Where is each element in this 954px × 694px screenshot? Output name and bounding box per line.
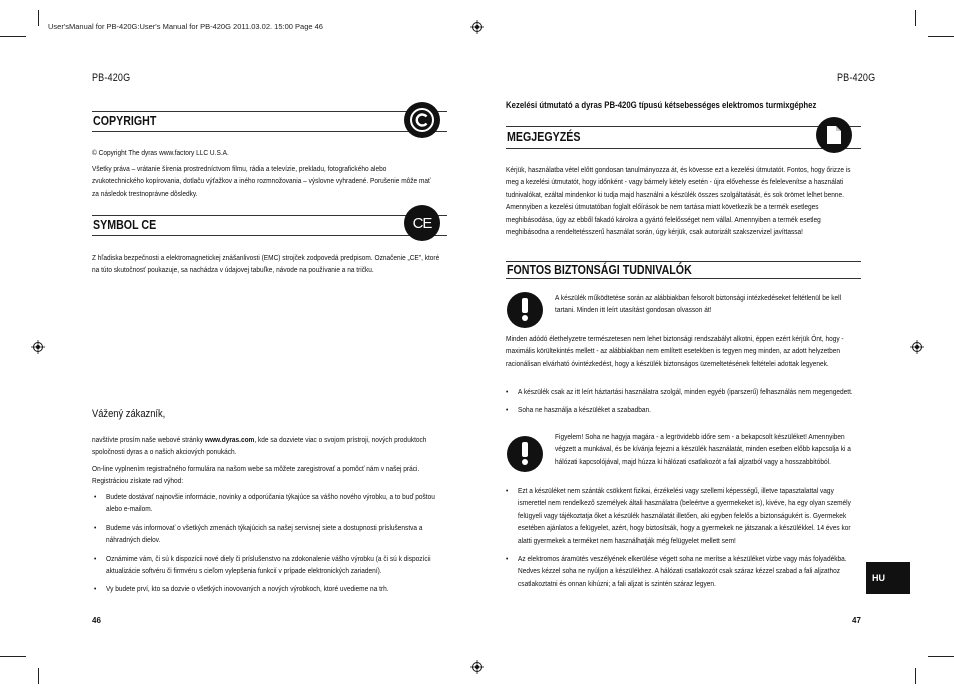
copyright-paragraph: Všetky práva – vrátanie šírenia prostredníctvom filmu, rádia a televízie, prekladu, fotografického alebo zvukotechnického kopírovania, dotlaču výťažkov a iného rozmnožovania – výslovne vyhradené. Porušenie môže mať za následok trestnoprávne dôsledky. xyxy=(92,164,431,198)
left-header: PB-420G xyxy=(92,72,131,84)
symbol-ce-paragraph: Z hľadiska bezpečnosti a elektromagnetickej znášanlivosti (EMC) strojček zodpovedá predpisom. Označenie „CE", ktoré na túto skutočnosť poukazuje, sa nachádza v údajovej tabuľke, návode na používanie a na tričku. xyxy=(92,253,440,275)
warning-exclamation-icon xyxy=(507,436,543,472)
safety-paragraph: Minden adódó élethelyzetre természetesen nem lehet biztonsági rendszabályt alkotni, éppen ezért kérjük Önt, hogy - maximális körültekintés mellett - az alábbiakban nem említett esetekben is tegyen meg minden, az adott helyzetben racionálisan elvárható óvintézkedést, hogy a készülék biztonságos üzemeltetésének feltételei adottak legyenek. xyxy=(506,334,844,368)
registration-mark-icon xyxy=(910,340,924,354)
list-item: • Oznámime vám, či sú k dispozícii nové diely či príslušenstvo na zdokonalenie vášho výrobku (a či sú k dispozícii aktualizácie softvéru či firmvéru s cieľom vylepšenia funkcií v prípade elektronických zariadení). xyxy=(94,553,442,578)
note-page-icon xyxy=(816,117,852,153)
divider xyxy=(92,235,447,236)
symbol-ce-title: SYMBOL CE xyxy=(93,217,157,232)
benefits-list xyxy=(94,491,442,602)
warning-2: Figyelem! Soha ne hagyja magára - a legrövidebb időre sem - a bekapcsolt készüléket! Amennyiben végzett a munkával, és be kívánja fejezni a készülék használatát, minden esetben előbb kapcsolja ki a hálózati kapcsolójával, majd húzza ki hálózati csatlakozót a fali aljzatból vagy a hosszabbítóból. xyxy=(555,432,851,466)
notes-title: MEGJEGYZÉS xyxy=(507,129,581,144)
crop-mark xyxy=(915,10,916,26)
copyright-icon xyxy=(404,102,440,138)
list-item: • Budeme vás informovať o všetkých zmenách týkajúcich sa našej servisnej siete a dostupnosti príslušenstva a náhradných dielov. xyxy=(94,522,442,547)
crop-mark xyxy=(0,36,26,37)
list-item: • A készülék csak az itt leírt háztartási használatra szolgál, minden egyéb (iparszerű) felhasználás nem megengedett. xyxy=(506,386,859,398)
greeting: Vážený zákazník, xyxy=(92,408,166,420)
website-link[interactable]: www.dyras.com xyxy=(204,435,255,444)
registration-mark-icon xyxy=(470,20,484,34)
language-tab: HU xyxy=(866,562,910,594)
crop-mark xyxy=(928,656,954,657)
visit-text-rest: , kde sa dozviete viac o svojom prístroji, nových produktoch spoločnosti dyras a o našich akciových ponukách. xyxy=(92,435,427,457)
list-item: • Budete dostávať najnovšie informácie, novinky a odporúčania týkajúce sa vášho nového výrobku, a to buď poštou alebo e-mailom. xyxy=(94,491,442,516)
divider xyxy=(506,278,861,279)
print-meta: User'sManual for PB-420G:User's Manual for PB-420G 2011.03.02. 15:00 Page 46 xyxy=(48,22,323,31)
divider xyxy=(506,261,861,262)
right-header: PB-420G xyxy=(837,72,876,84)
list-item: • Az elektromos áramütés veszélyének elkerülése végett soha ne merítse a készüléket vízbe vagy más folyadékba. Nedves kézzel soha ne nyúljon a készülékhez. A hálózati csatlakozót csak száraz kézzel szabad a fali aljzathoz csatlakoztatni és onnan kihúzni; a fali aljzat is szintén száraz legyen. xyxy=(506,553,859,590)
warning-exclamation-icon xyxy=(507,292,543,328)
safety-title: FONTOS BIZTONSÁGI TUDNIVALÓK xyxy=(507,262,692,277)
intro-title: Kezelési útmutató a dyras PB-420G típusú kétsebességes elektromos turmixgéphez xyxy=(506,100,817,111)
divider xyxy=(92,111,447,112)
copyright-title: COPYRIGHT xyxy=(93,113,157,128)
visit-text: navštívte prosím naše webové stránky xyxy=(92,435,205,444)
crop-mark xyxy=(38,668,39,684)
list-item: • Soha ne használja a készüléket a szabadban. xyxy=(506,404,859,416)
registration-mark-icon xyxy=(470,660,484,674)
notes-paragraph: Kérjük, használatba vétel előtt gondosan tanulmányozza át, és kövesse ezt a kezelési útmutatót. Fontos, hogy őrizze is meg a kezelési útmutatót, hogy időnként - vagy bármely kétely esetén - újra elővehesse és felelevenítse a használati tudnivalókat, ezáltal mindenkor ki tudja majd használni a készülék összes szolgáltatását, és sok örömet lelhet benne. Amennyiben a kezelési útmutatóban foglalt előírások be nem tartása miatt következik be a termék esetleges meghibásodása, úgy az ebből fakadó károkra a gyártó felelősséget nem vállal. Amennyiben a termék esetleg meghibásodna a rendeltetésszerű használat során, úgy kérjük, csak autorizált szakszervizel javíttassa! xyxy=(506,165,851,237)
divider xyxy=(92,215,447,216)
divider xyxy=(506,126,861,127)
copyright-line: © Copyright The dyras www.factory LLC U.S.A. xyxy=(92,148,229,157)
safety-list-b xyxy=(506,485,859,596)
online-paragraph: On-line vyplnením registračného formulára na našom webe sa môžete zaregistrovať a pomôcť nám v našej práci. Registráciou získate rad výhod: xyxy=(92,464,420,486)
ce-mark-icon: CE xyxy=(404,205,440,241)
crop-mark xyxy=(38,10,39,26)
visit-paragraph xyxy=(92,434,445,459)
crop-mark xyxy=(928,36,954,37)
safety-list-a xyxy=(506,386,859,423)
crop-mark xyxy=(0,656,26,657)
page-number-left: 46 xyxy=(92,616,101,625)
divider xyxy=(92,131,447,132)
warning-1: A készülék működtetése során az alábbiakban felsorolt biztonsági intézkedéseket feltétlenül be kell tartani. Minden itt leírt utasítást gondosan olvasson át! xyxy=(555,293,842,315)
divider xyxy=(506,148,861,149)
registration-mark-icon xyxy=(31,340,45,354)
list-item: • Vy budete prví, kto sa dozvie o všetkých inovovaných a nových výrobkoch, ktoré uvedieme na trh. xyxy=(94,583,442,595)
list-item: • Ezt a készüléket nem szánták csökkent fizikai, érzékelési vagy szellemi képességű, illetve tapasztalattal vagy ismerettel nem rendelkező személyek általi használatra (beleértve a gyermekeket is), kivéve, ha egy olyan személy felügyeli vagy tájékoztatja őket a készülék használatát illetően, aki egyben felelős a biztonságukért is. Gyermekek esetében ajánlatos a felügyelet, azért, hogy biztosítsák, hogy a gyermekek ne játszanak a készülékkel. 14 éves kor alatti gyermekek a terméket nem használhatják még felügyelet mellett sem! xyxy=(506,485,859,547)
crop-mark xyxy=(915,668,916,684)
page-number-right: 47 xyxy=(852,616,861,625)
